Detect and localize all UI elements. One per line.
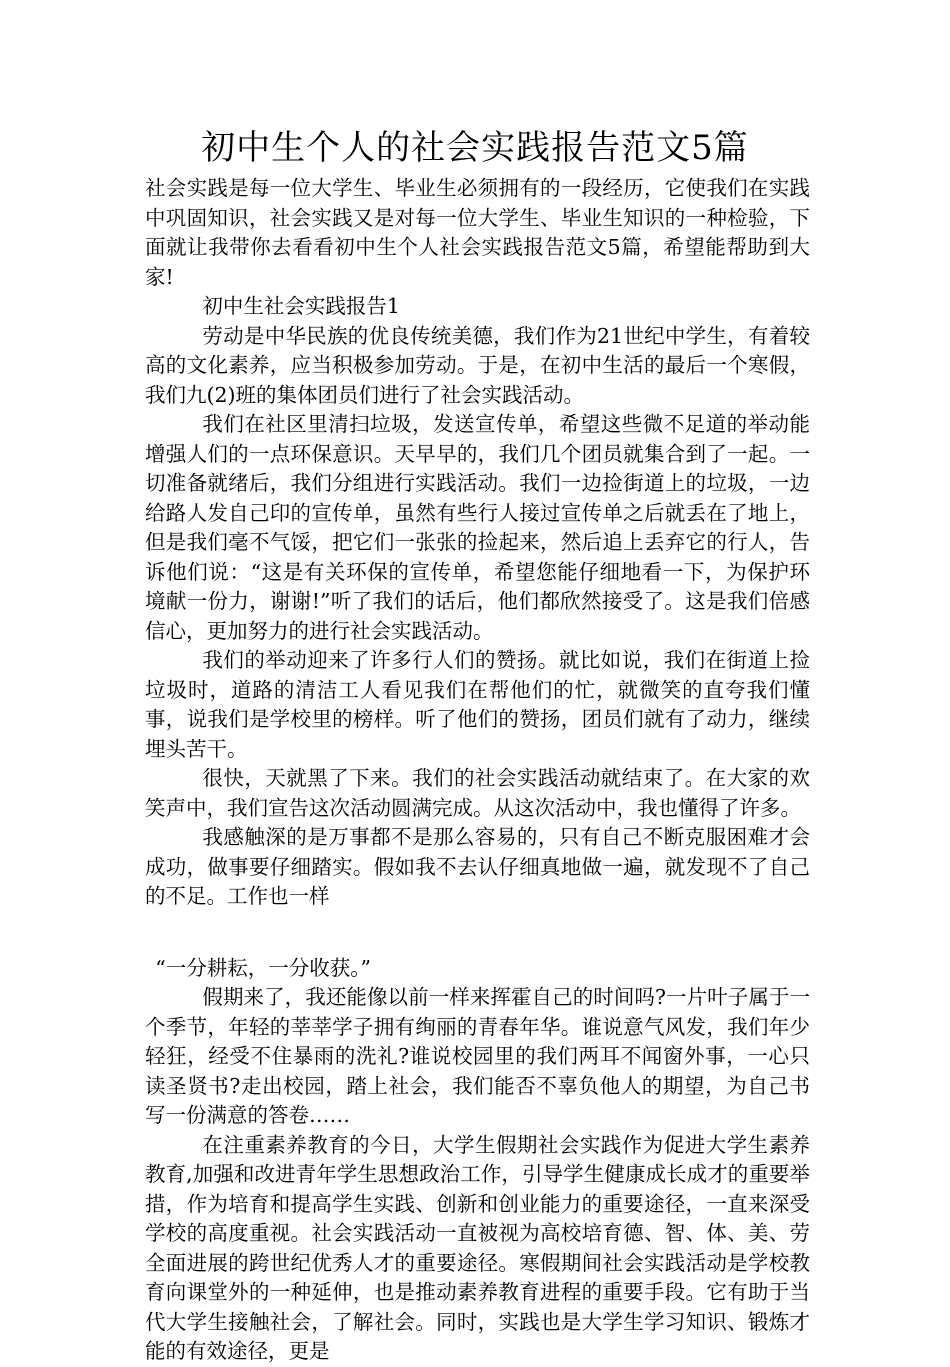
document-title: 初中生个人的社会实践报告范文5篇 bbox=[201, 128, 749, 168]
body-paragraph-5: 我感触深的是万事都不是那么容易的，只有自己不断克服困难才会成功，做事要仔细踏实。假如我不去认仔细真地做一遍，就发现不了自己的不足。工作也一样 bbox=[145, 825, 810, 908]
body-paragraph-7: 在注重素养教育的今日，大学生假期社会实践作为促进大学生素养教育,加强和改进青年学生思想政治工作，引导学生健康成长成才的重要举措，作为培育和提高学生实践、创新和创业能力的重要途径，一直来深受学校的高度重视。社会实践活动一直被视为高校培育德、智、体、美、劳全面进展的跨世纪优秀人才的重要途径。寒假期间社会实践活动是学校教育向课堂外的一种延伸，也是推动素养教育进程的重要手段。它有助于当代大学生接触社会，了解社会。同时，实践也是大学生学习知识、锻炼才能的有效途径，更是 bbox=[145, 1132, 810, 1363]
body-paragraph-6: 假期来了，我还能像以前一样来挥霍自己的时间吗?一片叶子属于一个季节，年轻的莘莘学子拥有绚丽的青春年华。谁说意气风发，我们年少轻狂，经受不住暴雨的洗礼?谁说校园里的我们两耳不闻窗外事，一心只读圣贤书?走出校园，踏上社会，我们能否不辜负他人的期望，为自己书写一份满意的答卷…… bbox=[145, 985, 810, 1127]
quote-line: “一分耕耘，一分收获。” bbox=[155, 955, 371, 980]
body-paragraph-2: 我们在社区里清扫垃圾，发送宣传单，希望这些微不足道的举动能增强人们的一点环保意识。天早早的，我们几个团员就集合到了一起。一切准备就绪后，我们分组进行实践活动。我们一边捡街道上的垃圾，一边给路人发自己印的宣传单，虽然有些行人接过宣传单之后就丢在了地上，但是我们毫不气馁，把它们一张张的捡起来，然后追上丢弃它的行人，告诉他们说：“这是有关环保的宣传单，希望您能仔细地看一下，为保护环境献一份力，谢谢!”听了我们的话后，他们都欣然接受了。这是我们倍感信心，更加努力的进行社会实践活动。 bbox=[145, 412, 810, 643]
body-paragraph-3: 我们的举动迎来了许多行人们的赞扬。就比如说，我们在街道上捡垃圾时，道路的清洁工人看见我们在帮他们的忙，就微笑的直夸我们懂事，说我们是学校里的榜样。听了他们的赞扬，团员们就有了动力，继续埋头苦干。 bbox=[145, 648, 810, 761]
intro-paragraph: 社会实践是每一位大学生、毕业生必须拥有的一段经历，它使我们在实践中巩固知识，社会实践又是对每一位大学生、毕业生知识的一种检验，下面就让我带你去看看初中生个人社会实践报告范文5篇，希望能帮助到大家! bbox=[145, 176, 810, 289]
body-paragraph-1: 劳动是中华民族的优良传统美德，我们作为21世纪中学生，有着较高的文化素养，应当积极参加劳动。于是，在初中生活的最后一个寒假，我们九(2)班的集体团员们进行了社会实践活动。 bbox=[145, 323, 810, 407]
document-body bbox=[145, 174, 810, 1367]
section-heading: 初中生社会实践报告1 bbox=[202, 294, 400, 318]
body-paragraph-4: 很快，天就黑了下来。我们的社会实践活动就结束了。在大家的欢笑声中，我们宣告这次活动圆满完成。从这次活动中，我也懂得了许多。 bbox=[145, 766, 810, 820]
